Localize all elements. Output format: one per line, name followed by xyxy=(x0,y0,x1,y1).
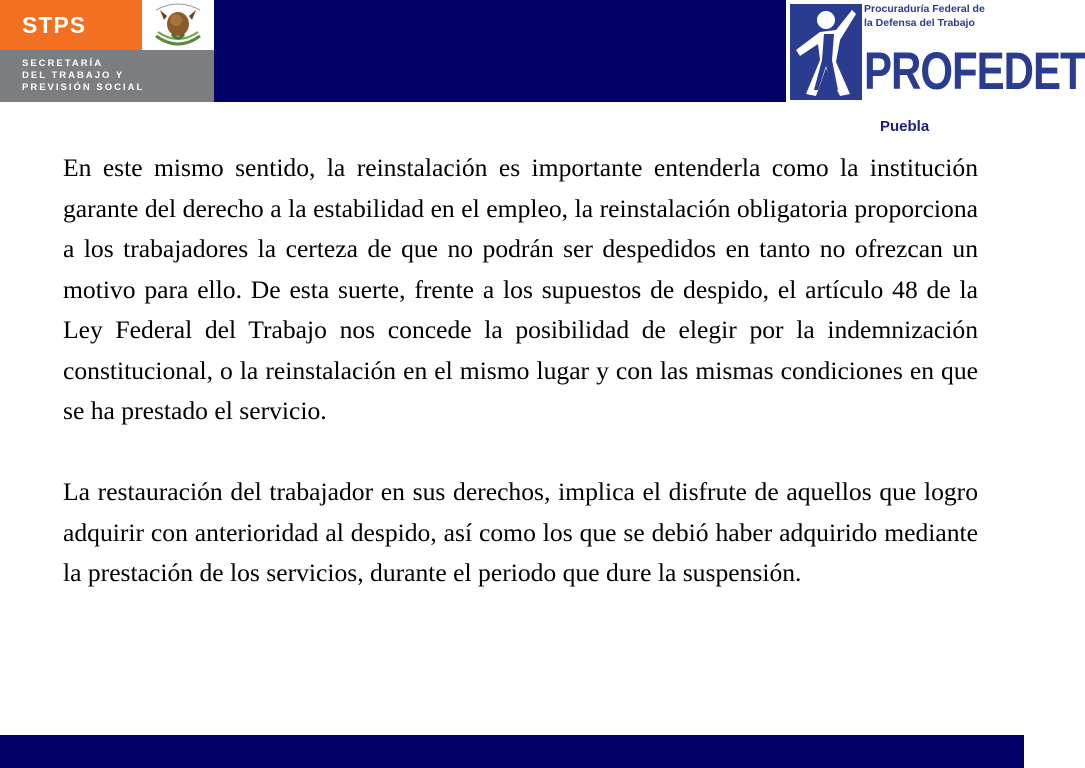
stps-subtitle-line: SECRETARÍA xyxy=(22,58,104,69)
body-paragraph: La restauración del trabajador en sus derechos, implica el disfrute de aquellos que logro adquirir con anterioridad al despido, así como los que se debió haber adquirido mediante la prestación de los servicios, durante el periodo que dure la suspensión. xyxy=(63,477,978,587)
mexico-coat-of-arms-icon xyxy=(150,2,206,48)
seal-box xyxy=(142,0,214,50)
stps-subtitle-line: DEL TRABAJO Y xyxy=(22,70,125,81)
profedet-wordmark: PROFEDET xyxy=(864,41,1085,101)
slide-body xyxy=(63,148,978,594)
stps-subtitle-line: PREVISIÓN SOCIAL xyxy=(22,82,145,93)
profedet-org-name xyxy=(864,2,985,30)
profedet-org-line: la Defensa del Trabajo xyxy=(864,17,975,29)
profedet-logo xyxy=(786,0,1085,104)
body-paragraph: En este mismo sentido, la reinstalación es importante entenderla como la institución garante del derecho a la estabilidad en el empleo, la reinstalación obligatoria proporciona a los trabajadores la certeza de que no podrán ser despedidos en tanto no ofrezcan un motivo para ello. De esta suerte, frente a los supuestos de despido, el artículo 48 de la Ley Federal del Trabajo nos concede la posibilidad de elegir por la indemnización constitucional, o la reinstalación en el mismo lugar y con las mismas condiciones en que se ha prestado el servicio. xyxy=(63,153,978,425)
stps-acronym: STPS xyxy=(0,0,142,50)
stps-logo xyxy=(0,0,214,102)
running-figure-icon xyxy=(790,4,862,100)
profedet-org-line: Procuraduría Federal de xyxy=(864,3,985,15)
location-label: Puebla xyxy=(880,118,930,135)
stps-subtitle xyxy=(22,58,212,94)
footer-bar xyxy=(0,735,1024,768)
